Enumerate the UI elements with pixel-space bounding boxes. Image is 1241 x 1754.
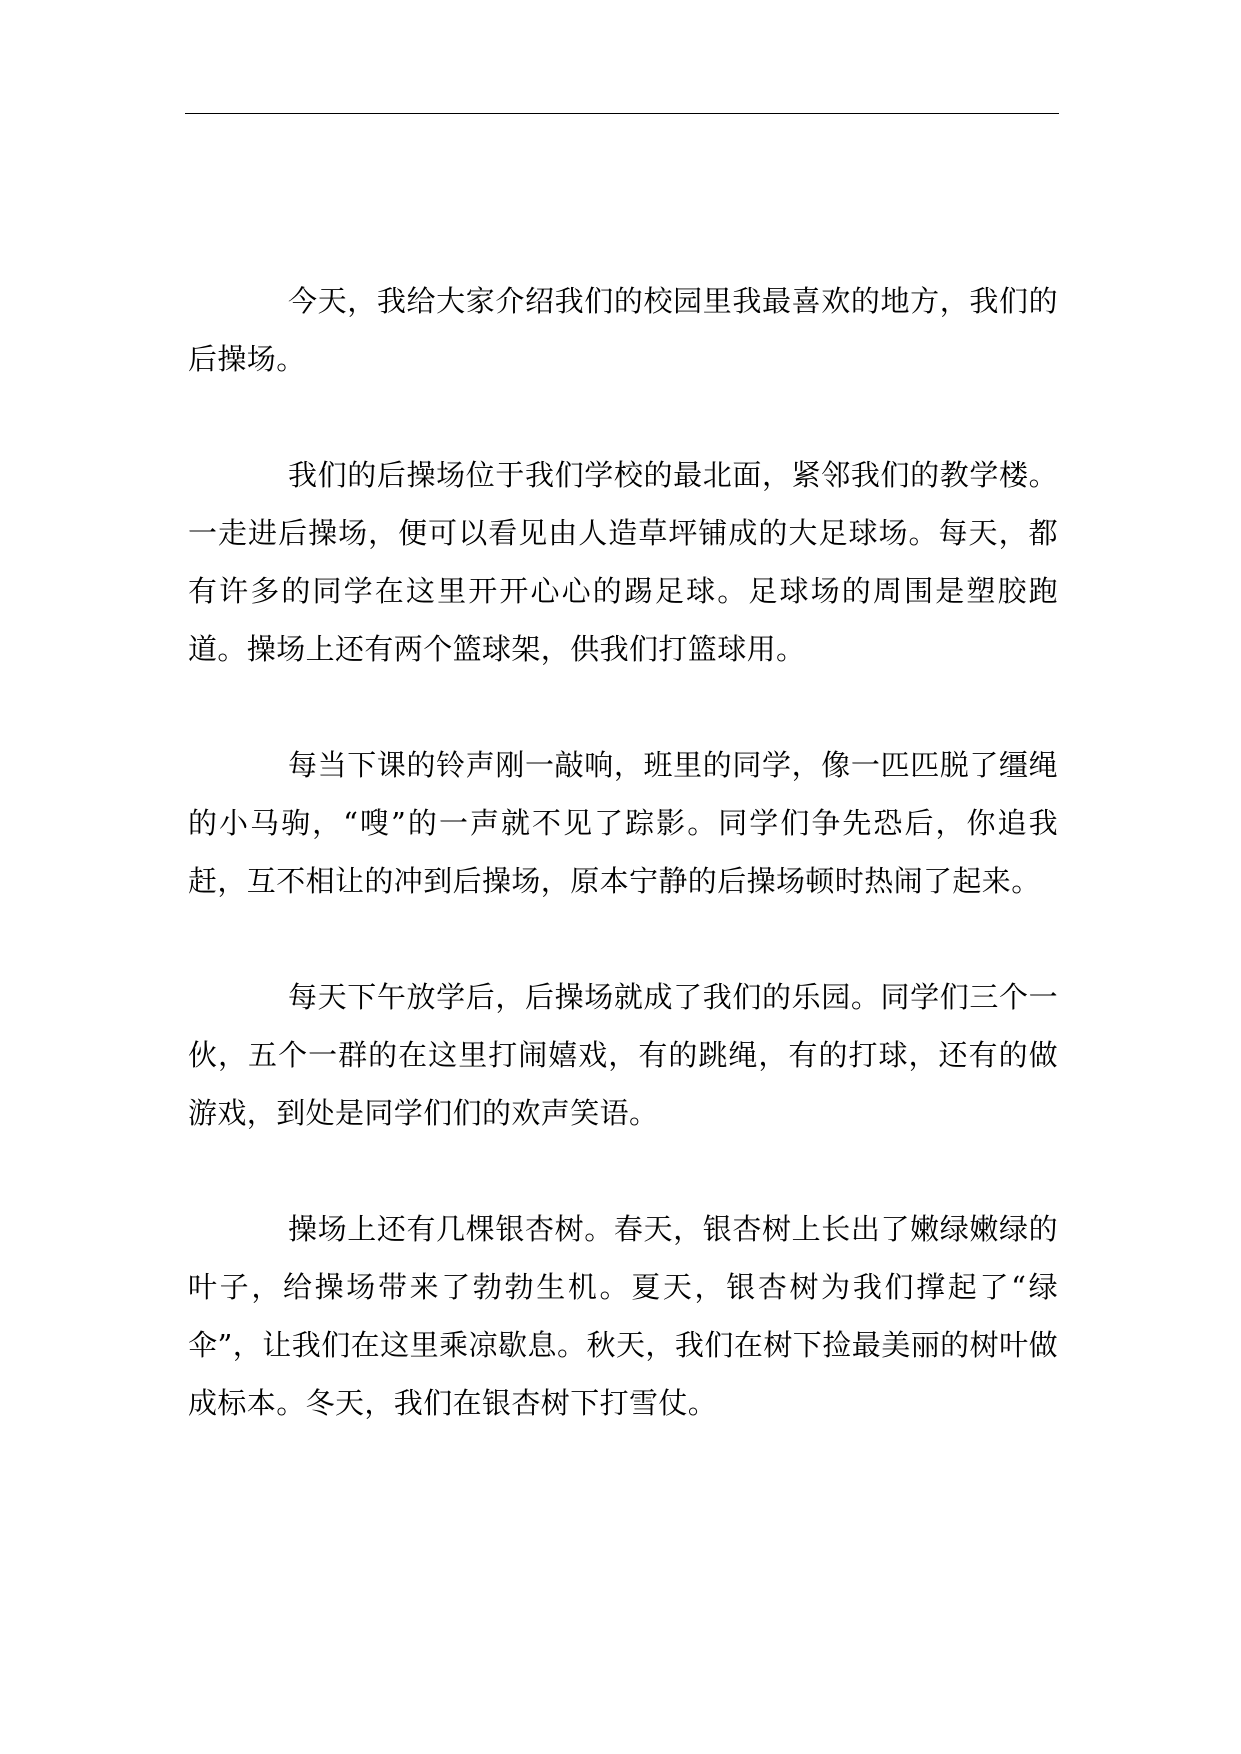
paragraph-2: 我们的后操场位于我们学校的最北面，紧邻我们的教学楼。一走进后操场，便可以看见由人造草坪铺成的大足球场。每天，都有许多的同学在这里开开心心的踢足球。足球场的周围是塑胶跑道。操场上还有两个篮球架，供我们打篮球用。 [188, 458, 1058, 666]
header-divider [185, 113, 1059, 114]
paragraph-1: 今天，我给大家介绍我们的校园里我最喜欢的地方，我们的后操场。 [188, 284, 1058, 376]
paragraph-5: 操场上还有几棵银杏树。春天，银杏树上长出了嫩绿嫩绿的叶子，给操场带来了勃勃生机。夏天，银杏树为我们撑起了“绿伞”，让我们在这里乘凉歇息。秋天，我们在树下捡最美丽的树叶做成标本。冬天，我们在银杏树下打雪仗。 [188, 1212, 1058, 1420]
paragraph-4: 每天下午放学后，后操场就成了我们的乐园。同学们三个一伙，五个一群的在这里打闹嬉戏，有的跳绳，有的打球，还有的做游戏，到处是同学们们的欢声笑语。 [188, 980, 1058, 1130]
paragraph-3: 每当下课的铃声刚一敲响，班里的同学，像一匹匹脱了缰绳的小马驹，“嗖”的一声就不见了踪影。同学们争先恐后，你追我赶，互不相让的冲到后操场，原本宁静的后操场顿时热闹了起来。 [188, 748, 1058, 898]
document-body [188, 272, 1058, 1490]
